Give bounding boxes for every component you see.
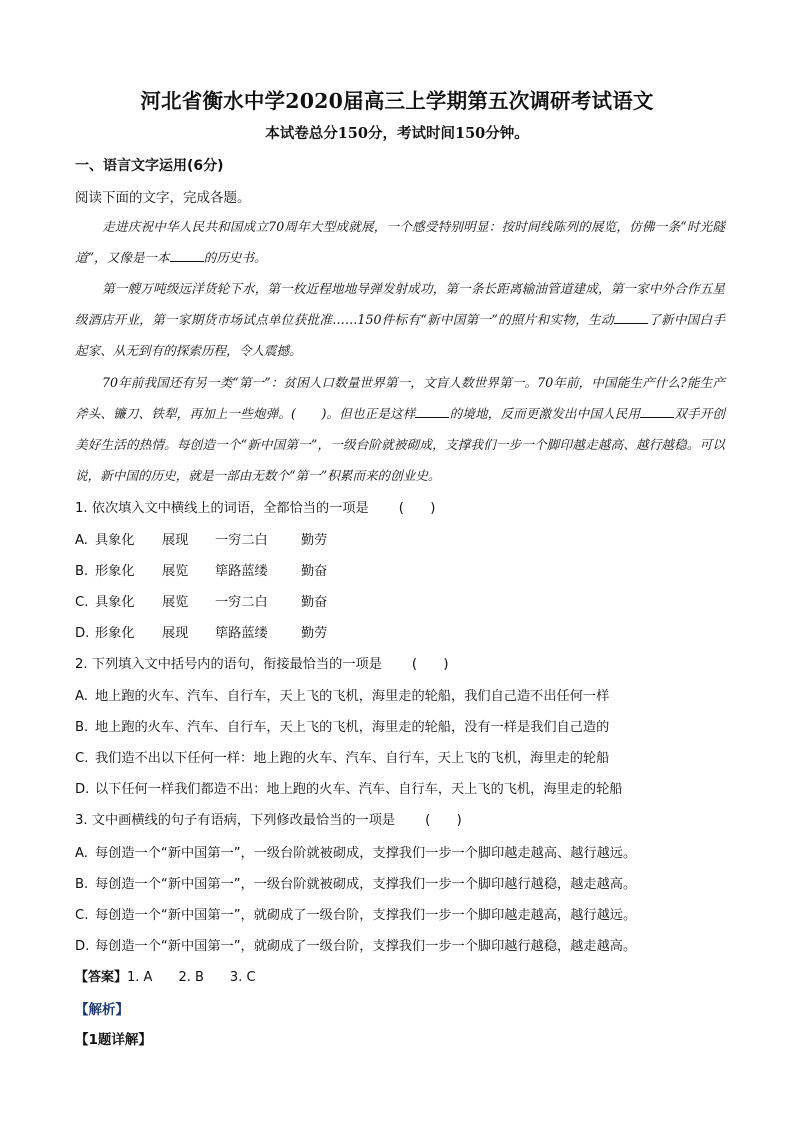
q3-option-a[interactable] — [75, 842, 636, 861]
q2-option-c[interactable] — [75, 747, 609, 766]
option-word: 展览 — [162, 595, 189, 610]
option-text: 每创造一个“新中国第一”，一级台阶就被砌成，支撑我们一步一个脚印越行越稳，越走越高。 — [95, 877, 637, 892]
option-word: 勤劳 — [301, 533, 328, 548]
answer-item: 1. A — [127, 970, 153, 985]
option-word: 勤劳 — [301, 626, 328, 641]
q2-option-b[interactable] — [75, 716, 609, 735]
answer-item: 3. C — [229, 970, 256, 985]
option-letter: C. — [75, 595, 89, 610]
q1-option-a[interactable] — [75, 529, 327, 548]
answer-paren: ( ) — [398, 501, 436, 516]
option-letter: C. — [75, 751, 89, 766]
question-1 — [75, 497, 435, 516]
option-letter: C. — [75, 908, 89, 923]
option-text: 每创造一个“新中国第一”，就砌成了一级台阶，支撑我们一步一个脚印越行越稳，越走越高。 — [95, 939, 637, 954]
answer-line — [75, 966, 282, 985]
page-title: 河北省衡水中学2020届高三上学期第五次调研考试语文 — [140, 89, 654, 113]
option-word: 筚路蓝缕 — [215, 564, 268, 579]
option-word: 展览 — [162, 564, 189, 579]
option-word: 形象化 — [95, 626, 135, 641]
passage-paragraph-1 — [75, 211, 725, 273]
option-letter: A. — [75, 533, 88, 548]
exam-info: 本试卷总分150分，考试时间150分钟。 — [265, 125, 529, 142]
option-word: 勤奋 — [301, 564, 328, 579]
q1-option-b[interactable] — [75, 560, 327, 579]
option-letter: A. — [75, 846, 88, 861]
option-word: 筚路蓝缕 — [215, 626, 268, 641]
option-letter: B. — [75, 720, 89, 735]
question-3 — [75, 809, 462, 828]
option-word: 展现 — [162, 626, 189, 641]
fill-blank — [415, 405, 449, 418]
answer-item: 2. B — [178, 970, 204, 985]
option-letter: D. — [75, 626, 90, 641]
option-word: 一穷二白 — [215, 595, 268, 610]
fill-blank — [170, 249, 204, 262]
option-letter: A. — [75, 689, 88, 704]
question-2 — [75, 653, 449, 672]
option-text: 我们造不出以下任何一样：地上跑的火车、汽车、自行车，天上飞的飞机，海里走的轮船 — [95, 751, 610, 766]
fill-blank — [614, 311, 648, 324]
q3-option-b[interactable] — [75, 873, 636, 892]
question-stem: 2. 下列填入文中括号内的语句，衔接最恰当的一项是 — [75, 657, 382, 672]
option-text: 地上跑的火车、汽车、自行车，天上飞的飞机，海里走的轮船，我们自己造不出任何一样 — [95, 689, 610, 704]
option-word: 一穷二白 — [215, 533, 268, 548]
q3-option-d[interactable] — [75, 935, 636, 954]
answer-paren: ( ) — [411, 657, 449, 672]
passage-text: 双手开创美好生活的热情。每创造一个“新中国第一”，一级台阶就被砌成，支撑我们一步一个脚印越走越高、越行越稳。可以说，新中国的历史，就是一部由无数个“第一”积累而来的创业史。 — [75, 406, 726, 483]
question-stem: 3. 文中画横线的句子有语病，下列修改最恰当的一项是 — [75, 813, 396, 828]
q3-option-c[interactable] — [75, 904, 636, 923]
passage-text: 第一艘万吨级远洋货轮下水，第一枚近程地地导弹发射成功，第一条长距离输油管道建成，第一家中外合作五星级酒店开业，第一家期货市场试点单位获批准……150件标有“新中国第一”的照片和实物，生动 — [75, 281, 725, 327]
option-word: 具象化 — [95, 533, 135, 548]
q2-option-a[interactable] — [75, 685, 609, 704]
option-text: 每创造一个“新中国第一”，一级台阶就被砌成，支撑我们一步一个脚印越走越高、越行越远。 — [95, 846, 637, 861]
passage-text: 的历史书。 — [203, 250, 267, 265]
option-letter: D. — [75, 939, 90, 954]
section-heading: 一、语言文字运用(6分) — [75, 158, 224, 174]
passage-text: 走进庆祝中华人民共和国成立70周年大型成就展，一个感受特别明显：按时间线陈列的展览，仿佛一条“时光隧道”，又像是一本 — [75, 219, 725, 265]
option-text: 每创造一个“新中国第一”，就砌成了一级台阶，支撑我们一步一个脚印越走越高，越行越远。 — [95, 908, 637, 923]
passage-text: 的境地，反而更激发出中国人民用 — [449, 406, 641, 421]
fill-blank — [640, 405, 674, 418]
passage-text: 了新中国白手起家、从无到有的探索历程，令人震撼。 — [75, 312, 726, 358]
option-letter: B. — [75, 877, 89, 892]
passage-text: 70年前我国还有另一类“第一”：贫困人口数量世界第一，文盲人数世界第一。70年前，中国能生产什么?能生产斧头、镰刀、铁犁，再加上一些炮弹。( )。但也正是这样 — [75, 375, 725, 421]
option-word: 形象化 — [95, 564, 135, 579]
passage-paragraph-3 — [75, 367, 725, 491]
option-word: 勤奋 — [301, 595, 328, 610]
answer-label: 【答案】 — [75, 970, 128, 985]
analysis-detail-heading: 【1题详解】 — [75, 1032, 152, 1048]
option-word: 展现 — [162, 533, 189, 548]
question-stem: 1. 依次填入文中横线上的词语，全都恰当的一项是 — [75, 501, 369, 516]
option-letter: B. — [75, 564, 89, 579]
passage-paragraph-2 — [75, 273, 725, 366]
answer-paren: ( ) — [425, 813, 462, 828]
q1-option-d[interactable] — [75, 622, 327, 641]
option-letter: D. — [75, 782, 90, 797]
q2-option-d[interactable] — [75, 778, 623, 797]
analysis-label: 【解析】 — [75, 1002, 129, 1018]
option-text: 以下任何一样我们都造不出：地上跑的火车、汽车、自行车，天上飞的飞机，海里走的轮船 — [95, 782, 623, 797]
option-word: 具象化 — [95, 595, 135, 610]
section-intro: 阅读下面的文字，完成各题。 — [75, 190, 251, 206]
q1-option-c[interactable] — [75, 591, 327, 610]
option-text: 地上跑的火车、汽车、自行车，天上飞的飞机，海里走的轮船，没有一样是我们自己造的 — [95, 720, 610, 735]
